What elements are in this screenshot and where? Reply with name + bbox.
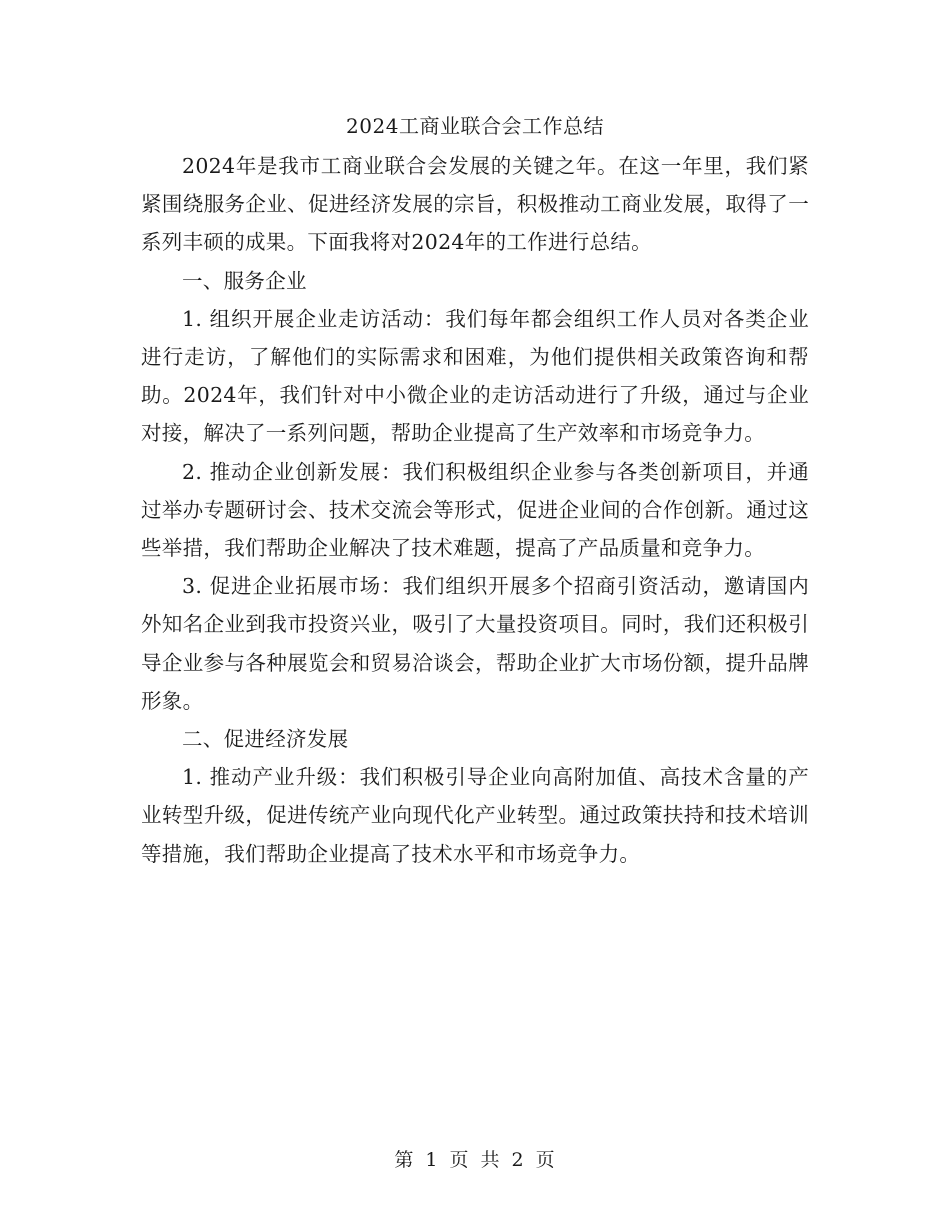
list-item: 3. 促进企业拓展市场：我们组织开展多个招商引资活动，邀请国内外知名企业到我市投资兴业，吸引了大量投资项目。同时，我们还积极引导企业参与各种展览会和贸易洽谈会，帮助企业扩大市场份额，提升品牌形象。 — [141, 574, 809, 713]
section-heading-service-enterprises: 一、服务企业 — [182, 268, 307, 293]
list-item: 2. 推动企业创新发展：我们积极组织企业参与各类创新项目，并通过举办专题研讨会、技术交流会等形式，促进企业间的合作创新。通过这些举措，我们帮助企业解决了技术难题，提高了产品质量和竞争力。 — [141, 459, 809, 561]
document-body — [141, 147, 809, 873]
intro-paragraph: 2024年是我市工商业联合会发展的关键之年。在这一年里，我们紧紧围绕服务企业、促进经济发展的宗旨，积极推动工商业发展，取得了一系列丰硕的成果。下面我将对2024年的工作进行总结。 — [141, 154, 809, 255]
list-item: 1. 组织开展企业走访活动：我们每年都会组织工作人员对各类企业进行走访，了解他们的实际需求和困难，为他们提供相关政策咨询和帮助。2024年，我们针对中小微企业的走访活动进行了升级，通过与企业对接，解决了一系列问题，帮助企业提高了生产效率和市场竞争力。 — [141, 306, 809, 446]
document-title: 2024工商业联合会工作总结 — [346, 114, 604, 138]
page-footer: 第 1 页 共 2 页 — [394, 1149, 556, 1171]
list-item: 1. 推动产业升级：我们积极引导企业向高附加值、高技术含量的产业转型升级，促进传统产业向现代化产业转型。通过政策扶持和技术培训等措施，我们帮助企业提高了技术水平和市场竞争力。 — [141, 765, 809, 866]
section-heading-economic-development: 二、促进经济发展 — [182, 727, 349, 752]
